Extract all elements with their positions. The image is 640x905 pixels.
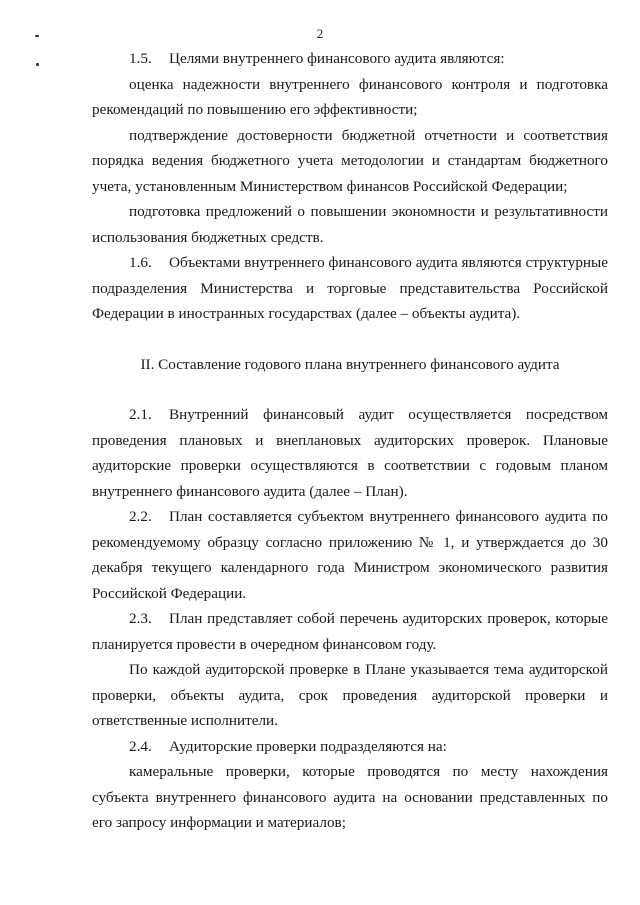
paragraph-text: Аудиторские проверки подразделяются на: [169, 737, 447, 755]
clause-number: 2.1. [129, 406, 152, 423]
spacer [92, 327, 608, 352]
paragraph-text: По каждой аудиторской проверке в Плане указывается тема аудиторской проверки, объекты аудита, срок проведения аудиторской проверки и ответственные исполнители. [92, 661, 608, 729]
paragraph-text: План составляется субъектом внутреннего финансового аудита по рекомендуемому образцу согласно приложению № 1, и утверждается до 30 декабря текущего календарного года Министром экономического развития Российской Федерации. [92, 508, 608, 602]
section-heading: II. Составление годового плана внутреннего финансового аудита [140, 355, 560, 373]
paragraph-2-4 [92, 734, 608, 760]
page-number: 2 [316, 26, 324, 41]
paragraph-text: подтверждение достоверности бюджетной отчетности и соответствия порядка ведения бюджетного учета методологии и стандартам бюджетного учета, установленным Министерством финансов Российской Федерации; [92, 126, 608, 195]
clause-number: 2.2. [129, 508, 152, 525]
paragraph [92, 199, 608, 250]
clause-number: 2.4. [129, 737, 152, 755]
paragraph-2-1 [92, 402, 608, 504]
paragraph [92, 123, 608, 200]
document-body [92, 46, 608, 836]
paragraph-2-3 [92, 606, 608, 657]
clause-number: 2.3. [129, 610, 152, 627]
paragraph-text: Целями внутреннего финансового аудита являются: [169, 50, 505, 67]
paragraph-2-2 [92, 504, 608, 606]
paragraph-text: План представляет собой перечень аудиторских проверок, которые планируется провести в очередном финансовом году. [92, 610, 608, 653]
clause-number: 1.5. [129, 50, 152, 67]
paragraph [92, 72, 608, 123]
paragraph-text: оценка надежности внутреннего финансового контроля и подготовка рекомендаций по повышению его эффективности; [92, 75, 608, 118]
paragraph [92, 759, 608, 836]
paragraph-text: подготовка предложений о повышении экономности и результативности использования бюджетных средств. [92, 203, 608, 246]
paragraph-1-5 [92, 46, 608, 72]
paragraph [92, 657, 608, 734]
scan-mark [36, 63, 39, 66]
clause-number: 1.6. [129, 254, 152, 271]
spacer [92, 377, 608, 402]
paragraph-text: Внутренний финансовый аудит осуществляется посредством проведения плановых и внеплановых аудиторских проверок. Плановые аудиторские проверки осуществляются в соответствии с годовым планом внутреннего финансового аудита (далее – План). [92, 406, 608, 500]
paragraph-text: Объектами внутреннего финансового аудита являются структурные подразделения Министерства и торговые представительства Российской Федерации в иностранных государствах (далее – объекты аудита). [92, 254, 608, 322]
paragraph-text: камеральные проверки, которые проводятся по месту нахождения субъекта внутреннего финансового аудита на основании представленных по его запросу информации и материалов; [92, 763, 608, 831]
paragraph-1-6 [92, 250, 608, 327]
